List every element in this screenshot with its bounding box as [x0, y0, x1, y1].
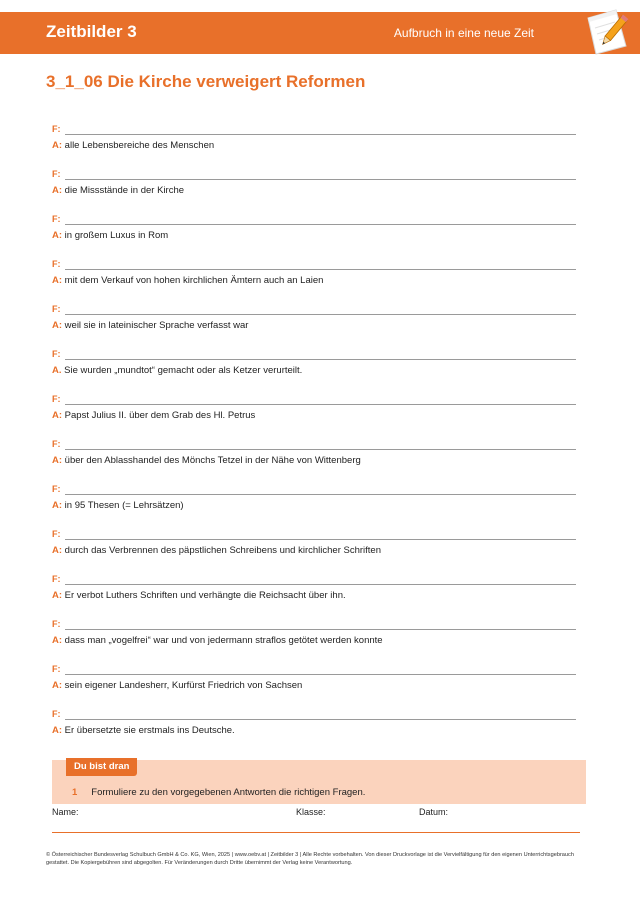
- qa-item: [52, 664, 576, 709]
- question-write-line[interactable]: [65, 269, 576, 270]
- question-write-line[interactable]: [65, 719, 576, 720]
- qa-item: [52, 304, 576, 349]
- question-line: [52, 439, 576, 451]
- task-number: 1: [72, 787, 78, 798]
- answer-line: [52, 320, 576, 332]
- qa-item: [52, 484, 576, 529]
- answer-text: mit dem Verkauf von hohen kirchlichen Ämtern auch an Laien: [64, 275, 324, 286]
- question-write-line[interactable]: [65, 404, 576, 405]
- question-write-line[interactable]: [65, 584, 576, 585]
- answer-text: weil sie in lateinischer Sprache verfasst war: [64, 320, 249, 331]
- answer-label: A:: [52, 410, 63, 421]
- answer-label: A:: [52, 500, 63, 511]
- footer-divider: [52, 832, 580, 833]
- qa-item: [52, 529, 576, 574]
- qa-item: [52, 259, 576, 304]
- answer-label: A.: [52, 365, 62, 376]
- question-line: [52, 304, 576, 316]
- qa-item: [52, 574, 576, 619]
- answer-line: [52, 680, 576, 692]
- question-label: F:: [52, 664, 61, 674]
- answer-text: Sie wurden „mundtot“ gemacht oder als Ketzer verurteilt.: [64, 365, 303, 376]
- answer-label: A:: [52, 275, 63, 286]
- answer-text: in 95 Thesen (= Lehrsätzen): [64, 500, 184, 511]
- answer-text: die Missstände in der Kirche: [64, 185, 185, 196]
- answer-line: [52, 365, 576, 377]
- answer-label: A:: [52, 140, 63, 151]
- question-line: [52, 529, 576, 541]
- qa-item: [52, 709, 576, 754]
- question-line: [52, 169, 576, 181]
- qa-item: [52, 169, 576, 214]
- answer-label: A:: [52, 590, 63, 601]
- answer-text: Er verbot Luthers Schriften und verhängte die Reichsacht über ihn.: [64, 590, 346, 601]
- question-label: F:: [52, 304, 61, 314]
- question-write-line[interactable]: [65, 179, 576, 180]
- question-label: F:: [52, 259, 61, 269]
- answer-label: A:: [52, 320, 63, 331]
- answer-text: Er übersetzte sie erstmals ins Deutsche.: [64, 725, 235, 736]
- question-line: [52, 619, 576, 631]
- qa-list: [52, 124, 576, 754]
- paper-pencil-icon: [582, 8, 630, 58]
- book-title: Zeitbilder 3: [46, 22, 137, 41]
- answer-label: A:: [52, 545, 63, 556]
- answer-text: durch das Verbrennen des päpstlichen Schreibens und kirchlicher Schriften: [64, 545, 381, 556]
- question-label: F:: [52, 619, 61, 629]
- answer-line: [52, 185, 576, 197]
- question-write-line[interactable]: [65, 494, 576, 495]
- question-write-line[interactable]: [65, 224, 576, 225]
- question-label: F:: [52, 214, 61, 224]
- question-label: F:: [52, 439, 61, 449]
- copyright-footer: © Österreichischer Bundesverlag Schulbuch GmbH & Co. KG, Wien, 2025 | www.oebv.at | Zeitbilder 3 | Alle Rechte vorbehalten. Von dieser Druckvorlage ist die Vervielfältigung für den eigenen Unterrichtsgebrauch gestattet. Die Kopiergebühren sind abgegolten. Für Veränderungen durch Dritte übernimmt der Verlag keine Verantwortung.: [46, 852, 574, 866]
- question-label: F:: [52, 529, 61, 539]
- question-line: [52, 124, 576, 136]
- answer-line: [52, 725, 576, 737]
- answer-line: [52, 590, 576, 602]
- qa-item: [52, 394, 576, 439]
- question-label: F:: [52, 124, 61, 134]
- answer-line: [52, 140, 576, 152]
- answer-label: A:: [52, 725, 63, 736]
- question-label: F:: [52, 709, 61, 719]
- answer-line: [52, 500, 576, 512]
- header-bar: [0, 12, 640, 54]
- answer-line: [52, 410, 576, 422]
- question-line: [52, 349, 576, 361]
- question-line: [52, 664, 576, 676]
- task-instruction: [72, 787, 365, 798]
- question-label: F:: [52, 484, 61, 494]
- answer-text: sein eigener Landesherr, Kurfürst Friedrich von Sachsen: [64, 680, 303, 691]
- question-label: F:: [52, 349, 61, 359]
- answer-line: [52, 455, 576, 467]
- answer-label: A:: [52, 185, 63, 196]
- answer-line: [52, 635, 576, 647]
- chapter-subtitle: Aufbruch in eine neue Zeit: [393, 26, 534, 40]
- question-line: [52, 214, 576, 226]
- question-write-line[interactable]: [65, 314, 576, 315]
- date-label: Datum:: [419, 807, 449, 817]
- qa-item: [52, 439, 576, 484]
- answer-text: in großem Luxus in Rom: [64, 230, 169, 241]
- question-line: [52, 709, 576, 721]
- question-write-line[interactable]: [65, 134, 576, 135]
- question-write-line[interactable]: [65, 359, 576, 360]
- answer-label: A:: [52, 680, 63, 691]
- answer-label: A:: [52, 230, 63, 241]
- answer-line: [52, 275, 576, 287]
- answer-line: [52, 230, 576, 242]
- answer-line: [52, 545, 576, 557]
- question-line: [52, 259, 576, 271]
- page-title: 3_1_06 Die Kirche verweigert Reformen: [46, 72, 366, 91]
- question-line: [52, 484, 576, 496]
- question-label: F:: [52, 394, 61, 404]
- task-heading: Du bist dran: [66, 758, 137, 776]
- question-write-line[interactable]: [65, 539, 576, 540]
- answer-label: A:: [52, 635, 63, 646]
- question-write-line[interactable]: [65, 629, 576, 630]
- qa-item: [52, 619, 576, 664]
- question-label: F:: [52, 169, 61, 179]
- task-text: Formuliere zu den vorgegebenen Antworten die richtigen Fragen.: [91, 787, 366, 798]
- question-write-line[interactable]: [65, 674, 576, 675]
- answer-text: Papst Julius II. über dem Grab des Hl. Petrus: [64, 410, 256, 421]
- qa-item: [52, 124, 576, 169]
- answer-text: über den Ablasshandel des Mönchs Tetzel in der Nähe von Wittenberg: [64, 455, 361, 466]
- question-label: F:: [52, 574, 61, 584]
- name-label: Name:: [52, 807, 79, 817]
- question-line: [52, 574, 576, 586]
- qa-item: [52, 214, 576, 259]
- answer-text: alle Lebensbereiche des Menschen: [64, 140, 215, 151]
- answer-label: A:: [52, 455, 63, 466]
- question-line: [52, 394, 576, 406]
- question-write-line[interactable]: [65, 449, 576, 450]
- class-label: Klasse:: [296, 807, 326, 817]
- task-box: [52, 760, 586, 804]
- qa-item: [52, 349, 576, 394]
- answer-text: dass man „vogelfrei“ war und von jedermann straflos getötet werden konnte: [64, 635, 383, 646]
